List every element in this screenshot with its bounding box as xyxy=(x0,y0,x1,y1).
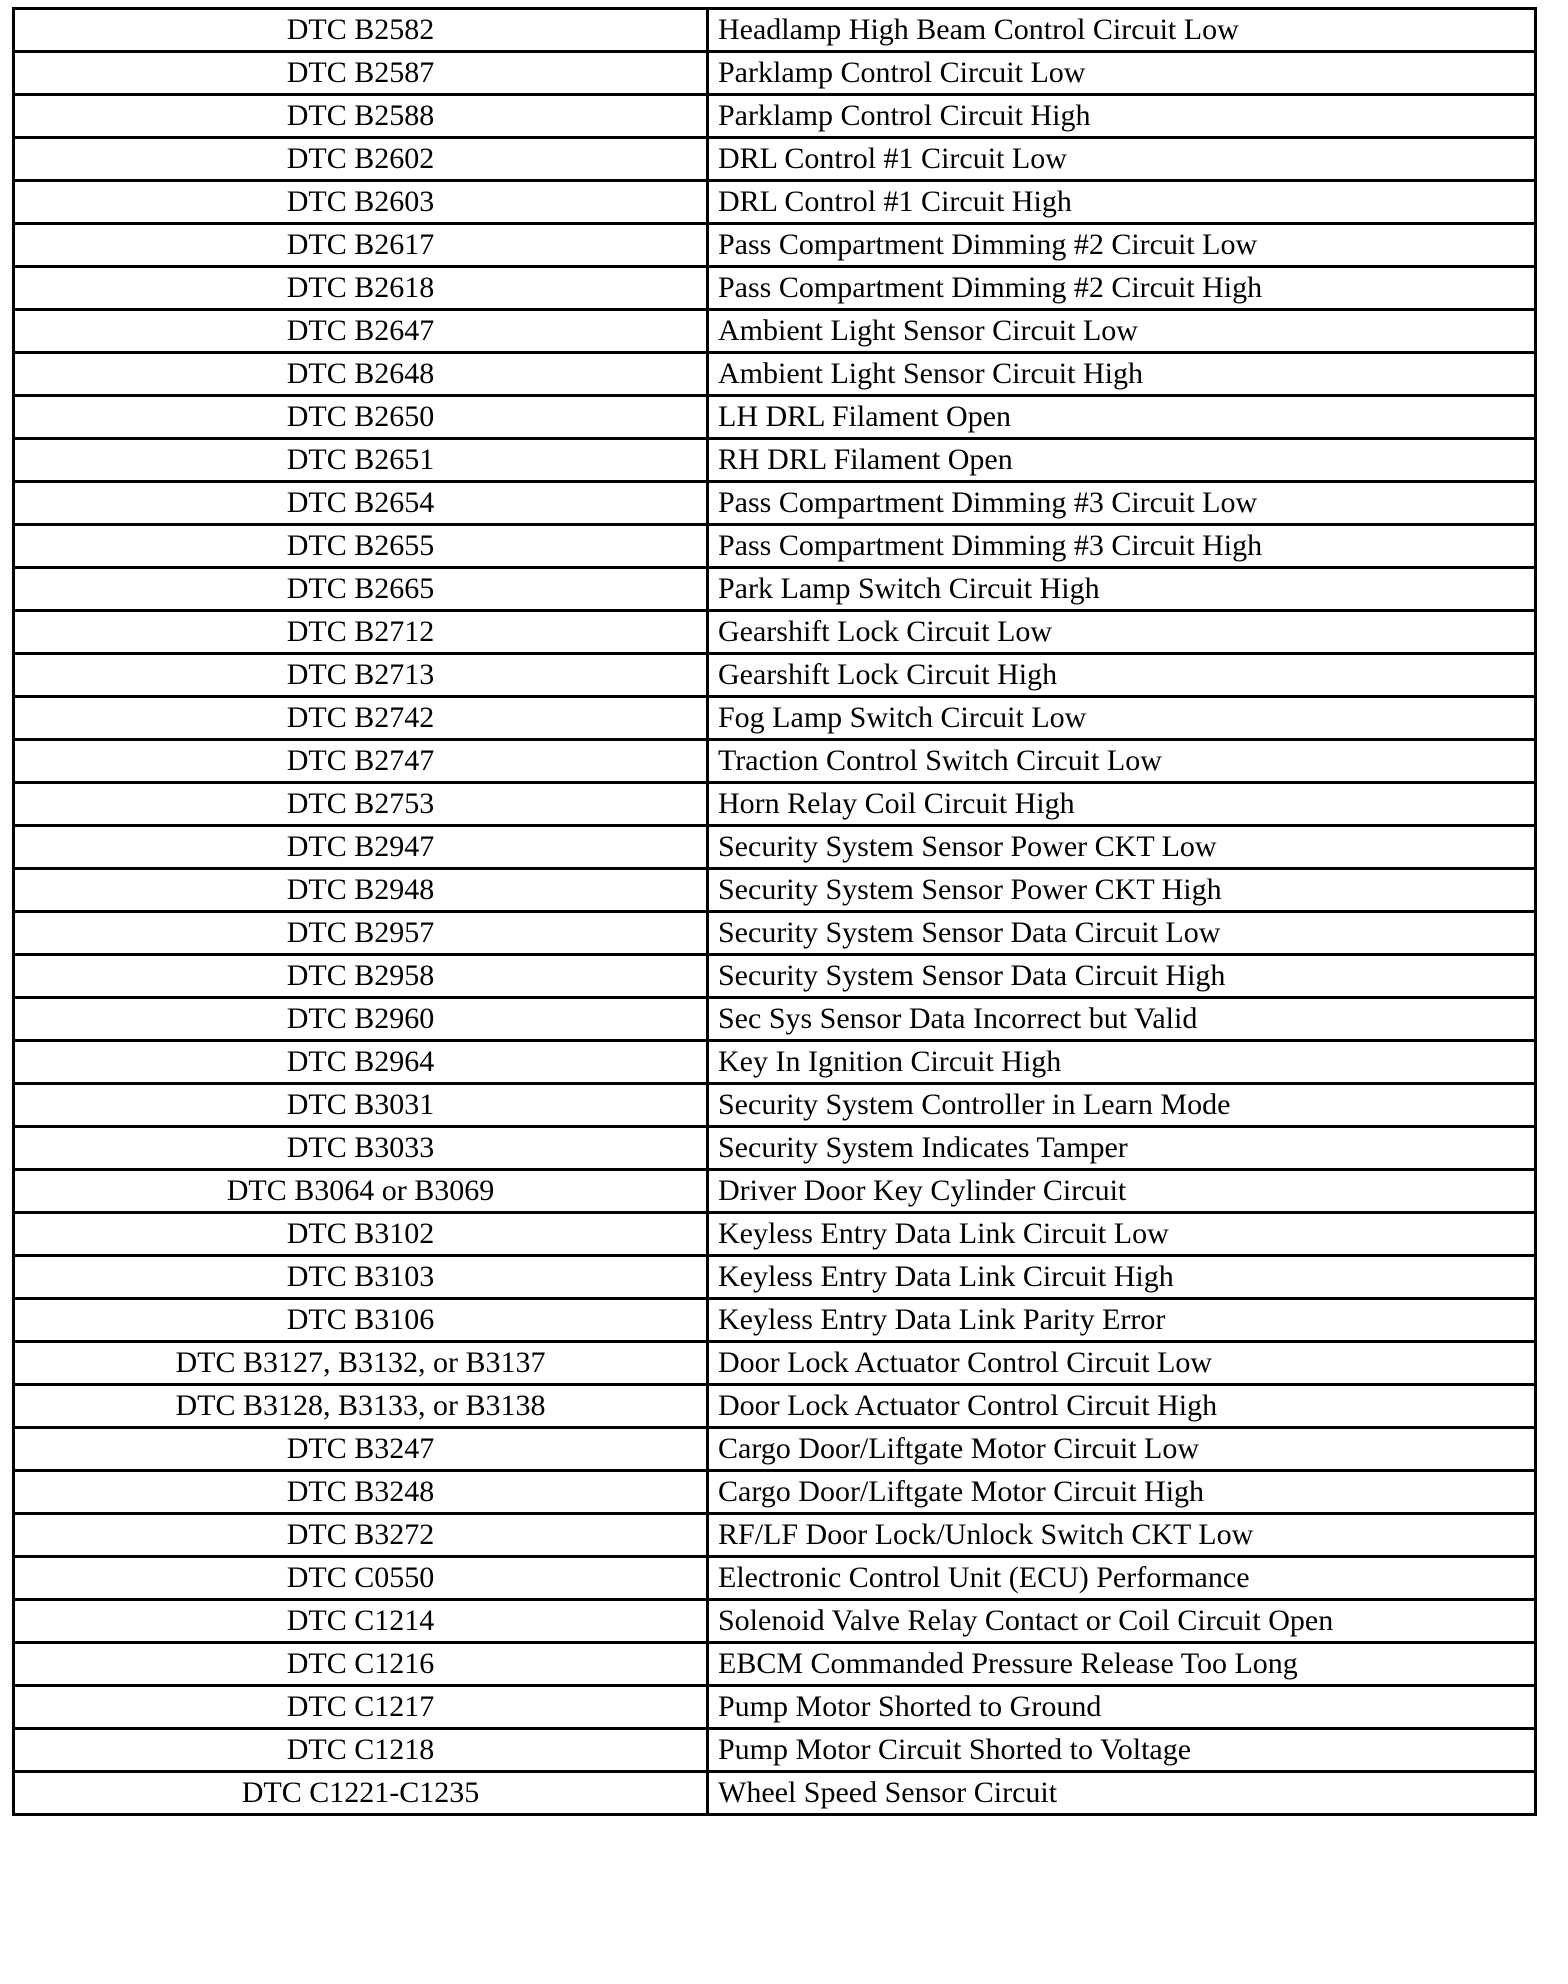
dtc-description-cell: Horn Relay Coil Circuit High xyxy=(708,783,1536,826)
dtc-code-cell: DTC B3031 xyxy=(14,1084,708,1127)
dtc-code-cell: DTC C1217 xyxy=(14,1686,708,1729)
dtc-code-cell: DTC B3247 xyxy=(14,1428,708,1471)
table-row xyxy=(14,525,1536,568)
dtc-code-cell: DTC B3064 or B3069 xyxy=(14,1170,708,1213)
table-row xyxy=(14,1514,1536,1557)
table-row xyxy=(14,9,1536,52)
dtc-code-cell: DTC B2603 xyxy=(14,181,708,224)
dtc-description-cell: Park Lamp Switch Circuit High xyxy=(708,568,1536,611)
dtc-code-cell: DTC B2654 xyxy=(14,482,708,525)
table-row xyxy=(14,1385,1536,1428)
dtc-description-cell: Pass Compartment Dimming #2 Circuit Low xyxy=(708,224,1536,267)
table-row xyxy=(14,1213,1536,1256)
dtc-description-cell: Security System Indicates Tamper xyxy=(708,1127,1536,1170)
table-row xyxy=(14,224,1536,267)
dtc-code-cell: DTC B2957 xyxy=(14,912,708,955)
dtc-code-cell: DTC B2588 xyxy=(14,95,708,138)
dtc-code-cell: DTC B2647 xyxy=(14,310,708,353)
dtc-code-cell: DTC B3106 xyxy=(14,1299,708,1342)
dtc-description-cell: Security System Sensor Power CKT High xyxy=(708,869,1536,912)
table-row xyxy=(14,95,1536,138)
table-row xyxy=(14,1643,1536,1686)
table-row xyxy=(14,353,1536,396)
dtc-code-cell: DTC B2582 xyxy=(14,9,708,52)
dtc-code-cell: DTC B2648 xyxy=(14,353,708,396)
dtc-description-cell: Pass Compartment Dimming #2 Circuit High xyxy=(708,267,1536,310)
dtc-table-body xyxy=(14,9,1536,1815)
dtc-description-cell: Door Lock Actuator Control Circuit High xyxy=(708,1385,1536,1428)
table-row xyxy=(14,1084,1536,1127)
dtc-description-cell: Pump Motor Shorted to Ground xyxy=(708,1686,1536,1729)
table-row xyxy=(14,52,1536,95)
table-row xyxy=(14,1471,1536,1514)
dtc-code-cell: DTC B2958 xyxy=(14,955,708,998)
dtc-code-cell: DTC B3128, B3133, or B3138 xyxy=(14,1385,708,1428)
dtc-description-cell: Parklamp Control Circuit High xyxy=(708,95,1536,138)
table-row xyxy=(14,869,1536,912)
dtc-description-cell: Security System Sensor Data Circuit High xyxy=(708,955,1536,998)
table-row xyxy=(14,1170,1536,1213)
dtc-description-cell: Electronic Control Unit (ECU) Performance xyxy=(708,1557,1536,1600)
dtc-description-cell: Security System Sensor Power CKT Low xyxy=(708,826,1536,869)
table-row xyxy=(14,1600,1536,1643)
table-row xyxy=(14,912,1536,955)
table-row xyxy=(14,1342,1536,1385)
dtc-description-cell: Ambient Light Sensor Circuit Low xyxy=(708,310,1536,353)
dtc-description-cell: Ambient Light Sensor Circuit High xyxy=(708,353,1536,396)
dtc-code-cell: DTC B2651 xyxy=(14,439,708,482)
dtc-description-cell: LH DRL Filament Open xyxy=(708,396,1536,439)
dtc-description-cell: Pass Compartment Dimming #3 Circuit Low xyxy=(708,482,1536,525)
dtc-code-cell: DTC B2964 xyxy=(14,1041,708,1084)
dtc-description-cell: Cargo Door/Liftgate Motor Circuit High xyxy=(708,1471,1536,1514)
dtc-code-cell: DTC B2618 xyxy=(14,267,708,310)
dtc-code-cell: DTC B2650 xyxy=(14,396,708,439)
table-row xyxy=(14,783,1536,826)
dtc-description-cell: Solenoid Valve Relay Contact or Coil Circuit Open xyxy=(708,1600,1536,1643)
dtc-code-cell: DTC B3103 xyxy=(14,1256,708,1299)
dtc-description-cell: Keyless Entry Data Link Circuit High xyxy=(708,1256,1536,1299)
table-row xyxy=(14,1299,1536,1342)
dtc-code-cell: DTC C1214 xyxy=(14,1600,708,1643)
dtc-description-cell: Wheel Speed Sensor Circuit xyxy=(708,1772,1536,1815)
dtc-code-cell: DTC B3272 xyxy=(14,1514,708,1557)
table-row xyxy=(14,396,1536,439)
dtc-code-cell: DTC B2753 xyxy=(14,783,708,826)
dtc-code-cell: DTC B3033 xyxy=(14,1127,708,1170)
dtc-code-cell: DTC C1218 xyxy=(14,1729,708,1772)
dtc-code-cell: DTC B2960 xyxy=(14,998,708,1041)
dtc-description-cell: Pump Motor Circuit Shorted to Voltage xyxy=(708,1729,1536,1772)
table-row xyxy=(14,482,1536,525)
table-row xyxy=(14,1041,1536,1084)
dtc-description-cell: Security System Sensor Data Circuit Low xyxy=(708,912,1536,955)
table-row xyxy=(14,697,1536,740)
dtc-description-cell: Door Lock Actuator Control Circuit Low xyxy=(708,1342,1536,1385)
table-row xyxy=(14,1428,1536,1471)
dtc-description-cell: Parklamp Control Circuit Low xyxy=(708,52,1536,95)
dtc-description-cell: DRL Control #1 Circuit Low xyxy=(708,138,1536,181)
dtc-description-cell: RF/LF Door Lock/Unlock Switch CKT Low xyxy=(708,1514,1536,1557)
dtc-description-cell: Fog Lamp Switch Circuit Low xyxy=(708,697,1536,740)
table-row xyxy=(14,1686,1536,1729)
dtc-code-cell: DTC B2747 xyxy=(14,740,708,783)
dtc-description-cell: DRL Control #1 Circuit High xyxy=(708,181,1536,224)
dtc-description-cell: Driver Door Key Cylinder Circuit xyxy=(708,1170,1536,1213)
dtc-code-cell: DTC B2587 xyxy=(14,52,708,95)
dtc-description-cell: EBCM Commanded Pressure Release Too Long xyxy=(708,1643,1536,1686)
table-row xyxy=(14,654,1536,697)
dtc-code-cell: DTC B2602 xyxy=(14,138,708,181)
dtc-code-cell: DTC B2617 xyxy=(14,224,708,267)
dtc-description-cell: Pass Compartment Dimming #3 Circuit High xyxy=(708,525,1536,568)
dtc-code-cell: DTC B2947 xyxy=(14,826,708,869)
dtc-code-cell: DTC B3127, B3132, or B3137 xyxy=(14,1342,708,1385)
table-row xyxy=(14,310,1536,353)
table-row xyxy=(14,1256,1536,1299)
dtc-code-cell: DTC C0550 xyxy=(14,1557,708,1600)
dtc-description-cell: Traction Control Switch Circuit Low xyxy=(708,740,1536,783)
table-row xyxy=(14,611,1536,654)
table-row xyxy=(14,439,1536,482)
table-row xyxy=(14,1729,1536,1772)
dtc-description-cell: Security System Controller in Learn Mode xyxy=(708,1084,1536,1127)
table-row xyxy=(14,1127,1536,1170)
dtc-description-cell: Keyless Entry Data Link Circuit Low xyxy=(708,1213,1536,1256)
table-row xyxy=(14,568,1536,611)
dtc-description-cell: Keyless Entry Data Link Parity Error xyxy=(708,1299,1536,1342)
dtc-description-cell: RH DRL Filament Open xyxy=(708,439,1536,482)
dtc-code-cell: DTC B2665 xyxy=(14,568,708,611)
table-row xyxy=(14,998,1536,1041)
dtc-description-cell: Sec Sys Sensor Data Incorrect but Valid xyxy=(708,998,1536,1041)
dtc-description-cell: Cargo Door/Liftgate Motor Circuit Low xyxy=(708,1428,1536,1471)
table-row xyxy=(14,826,1536,869)
table-row xyxy=(14,267,1536,310)
dtc-code-cell: DTC B2712 xyxy=(14,611,708,654)
dtc-description-cell: Headlamp High Beam Control Circuit Low xyxy=(708,9,1536,52)
table-row xyxy=(14,1772,1536,1815)
dtc-description-cell: Key In Ignition Circuit High xyxy=(708,1041,1536,1084)
dtc-code-cell: DTC B2713 xyxy=(14,654,708,697)
dtc-description-cell: Gearshift Lock Circuit High xyxy=(708,654,1536,697)
dtc-code-cell: DTC B2655 xyxy=(14,525,708,568)
dtc-code-cell: DTC B3102 xyxy=(14,1213,708,1256)
table-row xyxy=(14,181,1536,224)
dtc-code-cell: DTC B3248 xyxy=(14,1471,708,1514)
dtc-code-cell: DTC B2742 xyxy=(14,697,708,740)
dtc-code-cell: DTC C1216 xyxy=(14,1643,708,1686)
dtc-code-cell: DTC B2948 xyxy=(14,869,708,912)
dtc-table xyxy=(12,7,1537,1816)
table-row xyxy=(14,740,1536,783)
dtc-description-cell: Gearshift Lock Circuit Low xyxy=(708,611,1536,654)
table-row xyxy=(14,1557,1536,1600)
dtc-code-cell: DTC C1221-C1235 xyxy=(14,1772,708,1815)
table-row xyxy=(14,955,1536,998)
table-row xyxy=(14,138,1536,181)
